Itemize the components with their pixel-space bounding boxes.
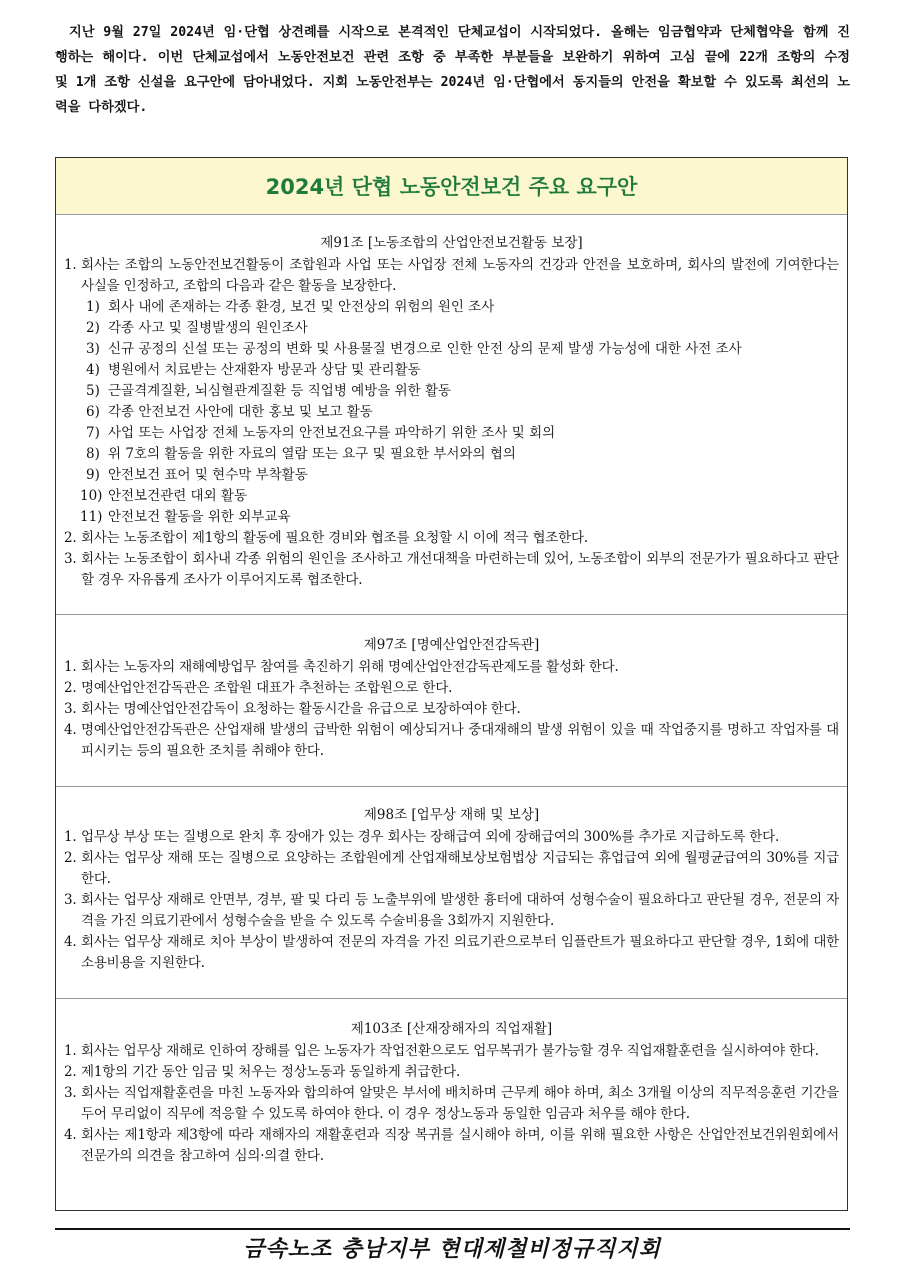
- sub-number: 8): [86, 446, 100, 462]
- sub-text: 각종 안전보건 사안에 대한 홍보 및 보고 활동: [108, 404, 373, 420]
- box-title: 2024년 단협 노동안전보건 주요 요구안: [56, 158, 847, 215]
- sub-text: 위 7호의 활동을 위한 자료의 열람 또는 요구 및 필요한 부서와의 협의: [108, 446, 516, 462]
- list-item: [64, 678, 839, 699]
- sub-text: 회사 내에 존재하는 각종 환경, 보건 및 안전상의 위험의 원인 조사: [108, 299, 495, 315]
- list-item: [64, 932, 839, 974]
- sub-text: 사업 또는 사업장 전체 노동자의 안전보건요구를 파악하기 위한 조사 및 회의: [108, 425, 556, 441]
- list-item: [64, 699, 839, 720]
- item-text: 명예산업안전감독관은 조합원 대표가 추천하는 조합원으로 한다.: [81, 680, 453, 696]
- item-number: 2.: [64, 850, 77, 866]
- list-item: [64, 827, 839, 848]
- sub-number: 6): [86, 404, 100, 420]
- list-item: [64, 848, 839, 890]
- list-item: [64, 528, 839, 549]
- list-item: [64, 255, 839, 297]
- item-number: 1.: [64, 1043, 77, 1059]
- demands-box: [55, 157, 848, 1211]
- sub-number: 2): [86, 320, 100, 336]
- item-text: 회사는 제1항과 제3항에 따라 재해자의 재활훈련과 직장 복귀를 실시해야 하며, 이를 위해 필요한 사항은 산업안전보건위원회에서 전문가의 의견을 참고하여 심의·의결 한다.: [81, 1127, 839, 1164]
- sub-number: 11): [80, 509, 103, 525]
- sub-item: [64, 507, 839, 528]
- item-text: 회사는 노동조합이 회사내 각종 위험의 원인을 조사하고 개선대책을 마련하는데 있어, 노동조합이 외부의 전문가가 필요하다고 판단할 경우 자유롭게 조사가 이루어지도록 협조한다.: [81, 551, 839, 588]
- article-91-section: [56, 215, 847, 615]
- list-item: [64, 1083, 839, 1125]
- sub-text: 각종 사고 및 질병발생의 원인조사: [108, 320, 308, 336]
- sub-number: 3): [86, 341, 100, 357]
- sub-item: [64, 381, 839, 402]
- sub-item: [64, 486, 839, 507]
- item-number: 4.: [64, 934, 77, 950]
- item-number: 3.: [64, 892, 77, 908]
- section-heading: 제91조 [노동조합의 산업안전보건활동 보장]: [320, 235, 583, 251]
- item-number: 1.: [64, 257, 77, 273]
- item-number: 2.: [64, 680, 77, 696]
- item-text: 회사는 조합의 노동안전보건활동이 조합원과 사업 또는 사업장 전체 노동자의 건강과 안전을 보호하며, 회사의 발전에 기여한다는 사실을 인정하고, 조합의 다음과 같은 활동을 보장한다.: [81, 257, 839, 294]
- item-number: 4.: [64, 722, 77, 738]
- item-text: 회사는 노동조합이 제1항의 활동에 필요한 경비와 협조를 요청할 시 이에 적극 협조한다.: [81, 530, 588, 546]
- item-text: 회사는 업무상 재해로 인하여 장해를 입은 노동자가 작업전환으로도 업무복귀가 불가능할 경우 직업재활훈련을 실시하여야 한다.: [81, 1043, 819, 1059]
- sub-number: 7): [86, 425, 100, 441]
- union-signature: 금속노조 충남지부 현대제철비정규직지회: [243, 1237, 661, 1262]
- sub-text: 안전보건관련 대외 활동: [108, 488, 247, 504]
- item-text: 회사는 업무상 재해 또는 질병으로 요양하는 조합원에게 산업재해보상보험법상 지급되는 휴업급여 외에 월평균급여의 30%를 지급한다.: [81, 850, 839, 887]
- sub-text: 안전보건 활동을 위한 외부교육: [108, 509, 291, 525]
- list-item: [64, 890, 839, 932]
- intro-paragraph: 지난 9월 27일 2024년 임·단협 상견례를 시작으로 본격적인 단체교섭이 시작되었다. 올해는 임금협약과 단체협약을 함께 진행하는 해이다. 이번 단체교섭에서 노동안전보건 관련 조항 중 부족한 부분들을 보완하기 위하여 고심 끝에 22개 조항의 수정 및 1개 조항 신설을 요구안에 담아내었다. 지회 노동안전부는 2024년 임·단협에서 동지들의 안전을 확보할 수 있도록 최선의 노력을 다하겠다.: [55, 25, 850, 115]
- item-text: 회사는 노동자의 재해예방업무 참여를 촉진하기 위해 명예산업안전감독관제도를 활성화 한다.: [81, 659, 619, 675]
- section-heading: 제97조 [명예산업안전감독관]: [363, 637, 540, 653]
- sub-item: [64, 297, 839, 318]
- sub-text: 근골격계질환, 뇌심혈관계질환 등 직업병 예방을 위한 활동: [108, 383, 452, 399]
- list-item: [64, 549, 839, 591]
- sub-text: 신규 공정의 신설 또는 공정의 변화 및 사용물질 변경으로 인한 안전 상의 문제 발생 가능성에 대한 사전 조사: [108, 341, 742, 357]
- sub-item: [64, 318, 839, 339]
- item-number: 3.: [64, 1085, 77, 1101]
- list-item: [64, 1062, 839, 1083]
- sub-item: [64, 339, 839, 360]
- sub-item: [64, 444, 839, 465]
- sub-number: 4): [86, 362, 100, 378]
- item-text: 회사는 업무상 재해로 치아 부상이 발생하여 전문의 자격을 가진 의료기관으로부터 임플란트가 필요하다고 판단할 경우, 1회에 대한 소용비용을 지원한다.: [81, 934, 839, 971]
- item-number: 1.: [64, 659, 77, 675]
- item-number: 2.: [64, 1064, 77, 1080]
- section-heading: 제103조 [산재장해자의 직업재활]: [350, 1021, 553, 1037]
- list-item: [64, 1125, 839, 1167]
- section-heading: 제98조 [업무상 재해 및 보상]: [363, 807, 540, 823]
- sub-number: 1): [86, 299, 100, 315]
- footer-rule: [55, 1228, 850, 1230]
- sub-text: 안전보건 표어 및 현수막 부착활동: [108, 467, 308, 483]
- item-text: 제1항의 기간 동안 임금 및 처우는 정상노동과 동일하게 취급한다.: [81, 1064, 461, 1080]
- sub-number: 5): [86, 383, 100, 399]
- item-text: 회사는 직업재활훈련을 마친 노동자와 합의하여 알맞은 부서에 배치하며 근무케 해야 하며, 최소 3개월 이상의 직무적응훈련 기간을 두어 무리없이 직무에 적응할 수 있도록 하여야 한다. 이 경우 정상노동과 동일한 임금과 처우를 해야 한다.: [81, 1085, 839, 1122]
- sub-item: [64, 423, 839, 444]
- item-number: 3.: [64, 551, 77, 567]
- item-text: 업무상 부상 또는 질병으로 완치 후 장애가 있는 경우 회사는 장해급여 외에 장해급여의 300%를 추가로 지급하도록 한다.: [81, 829, 780, 845]
- sub-item: [64, 465, 839, 486]
- item-text: 명예산업안전감독관은 산업재해 발생의 급박한 위험이 예상되거나 중대재해의 발생 위험이 있을 때 작업중지를 명하고 작업자를 대피시키는 등의 필요한 조치를 취해야 한다.: [81, 722, 839, 759]
- item-number: 1.: [64, 829, 77, 845]
- list-item: [64, 657, 839, 678]
- item-number: 4.: [64, 1127, 77, 1143]
- item-text: 회사는 업무상 재해로 안면부, 경부, 팔 및 다리 등 노출부위에 발생한 흉터에 대하여 성형수술이 필요하다고 판단될 경우, 전문의 자격을 가진 의료기관에서 성형수술을 받을 수 있도록 수술비용을 3회까지 지원한다.: [81, 892, 839, 929]
- article-98-section: [56, 787, 847, 999]
- sub-text: 병원에서 치료받는 산재환자 방문과 상담 및 관리활동: [108, 362, 421, 378]
- item-number: 3.: [64, 701, 77, 717]
- item-text: 회사는 명예산업안전감독이 요청하는 활동시간을 유급으로 보장하여야 한다.: [81, 701, 521, 717]
- sub-number: 9): [86, 467, 100, 483]
- sub-item: [64, 402, 839, 423]
- item-number: 2.: [64, 530, 77, 546]
- list-item: [64, 720, 839, 762]
- article-97-section: [56, 615, 847, 787]
- sub-item: [64, 360, 839, 381]
- article-103-section: [56, 999, 847, 1209]
- list-item: [64, 1041, 839, 1062]
- sub-number: 10): [80, 488, 103, 504]
